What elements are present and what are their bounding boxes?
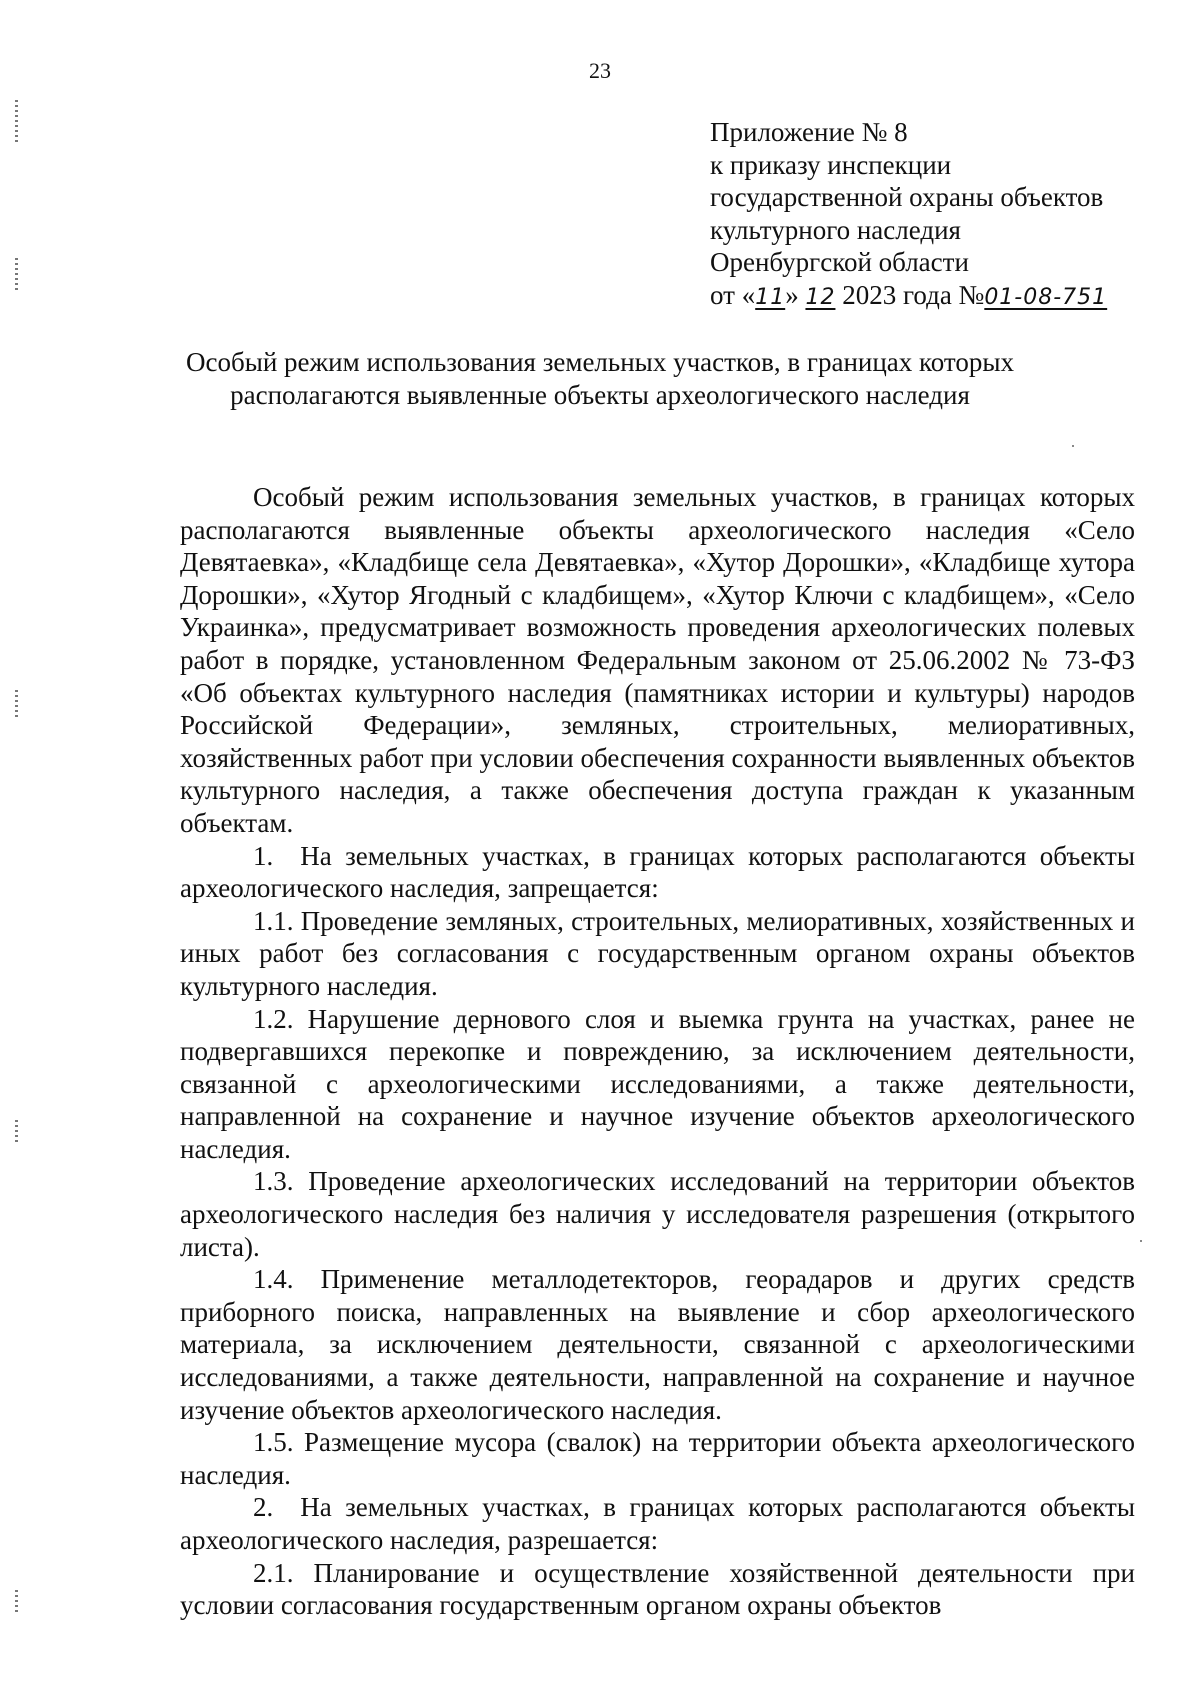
scan-speck — [1140, 1240, 1142, 1242]
scan-margin-mark — [15, 1590, 18, 1612]
scan-margin-mark — [15, 690, 18, 720]
handwritten-month: 12 — [805, 284, 836, 310]
paragraph-1-4: 1.4. Применение металлодетекторов, георадаров и других средств приборного поиска, направленных на выявление и сбор археологического материала, за исключением деятельности, связанной с археологическими исследованиями, а также деятельности, направленной на сохранение и научное изучение объектов археологического наследия. — [180, 1264, 1135, 1425]
scan-margin-mark — [15, 258, 18, 290]
annex-line: государственной охраны объектов — [710, 182, 1104, 212]
paragraph-2: 2. На земельных участках, в границах которых располагаются объекты археологического наследия, разрешается: — [180, 1492, 1135, 1555]
scan-margin-mark — [15, 100, 18, 144]
document-body — [180, 481, 1135, 1622]
paragraph-1-3: 1.3. Проведение археологических исследований на территории объектов археологического наследия без наличия у исследователя разрешения (открытого листа). — [180, 1166, 1135, 1262]
annex-line: культурного наследия — [710, 214, 961, 245]
paragraph-1-1: 1.1. Проведение земляных, строительных, мелиоративных, хозяйственных и иных работ без согласования с государственным органом охраны объектов культурного наследия. — [180, 905, 1135, 1001]
annex-line: Оренбургской области — [710, 247, 969, 277]
title-line: располагаются выявленные объекты археологического наследия — [230, 380, 970, 410]
date-prefix: от « — [710, 279, 756, 310]
scan-speck — [1072, 445, 1074, 447]
annex-date-line — [710, 279, 1107, 315]
page-number: 23 — [589, 58, 611, 83]
date-mid: » — [785, 279, 806, 310]
paragraph-1: 1. На земельных участках, в границах которых располагаются объекты археологического наследия, запрещается: — [180, 840, 1135, 904]
annex-line: к приказу инспекции — [710, 149, 952, 180]
paragraph-2-1: 2.1. Планирование и осуществление хозяйственной деятельности при условии согласования государственным органом охраны объектов — [180, 1557, 1135, 1621]
handwritten-day: 11 — [755, 284, 786, 310]
paragraph-1-2: 1.2. Нарушение дернового слоя и выемка грунта на участках, ранее не подвергавшихся перекопке и повреждению, за исключением деятельности, связанной с археологическими исследованиями, а также деятельности, направленной на сохранение и научное изучение объектов археологического наследия. — [180, 1003, 1135, 1164]
title-line: Особый режим использования земельных участков, в границах которых — [185, 347, 1015, 377]
annex-title: Приложение № 8 — [710, 117, 908, 147]
annex-header — [710, 116, 1107, 314]
scan-margin-mark — [15, 1120, 18, 1142]
paragraph-1-5: 1.5. Размещение мусора (свалок) на территории объекта археологического наследия. — [180, 1427, 1135, 1490]
handwritten-order-number: 01-08-751 — [984, 284, 1108, 310]
date-year: 2023 года № — [835, 279, 985, 310]
document-title — [150, 346, 1050, 412]
paragraph-intro: Особый режим использования земельных участков, в границах которых располагаются выявленные объекты археологического наследия «Село Девятаевка», «Кладбище села Девятаевка», «Хутор Дорошки», «Кладбище хутора Дорошки», «Хутор Ягодный с кладбищем», «Хутор Ключи с кладбищем», «Село Украинка», предусматривает возможность проведения археологических полевых работ в порядке, установленном Федеральным законом от 25.06.2002 № 73-ФЗ «Об объектах культурного наследия (памятниках истории и культуры) народов Российской Федерации», земляных, строительных, мелиоративных, хозяйственных работ при условии обеспечения сохранности выявленных объектов культурного наследия, а также обеспечения доступа граждан к указанным объектам. — [180, 482, 1135, 838]
